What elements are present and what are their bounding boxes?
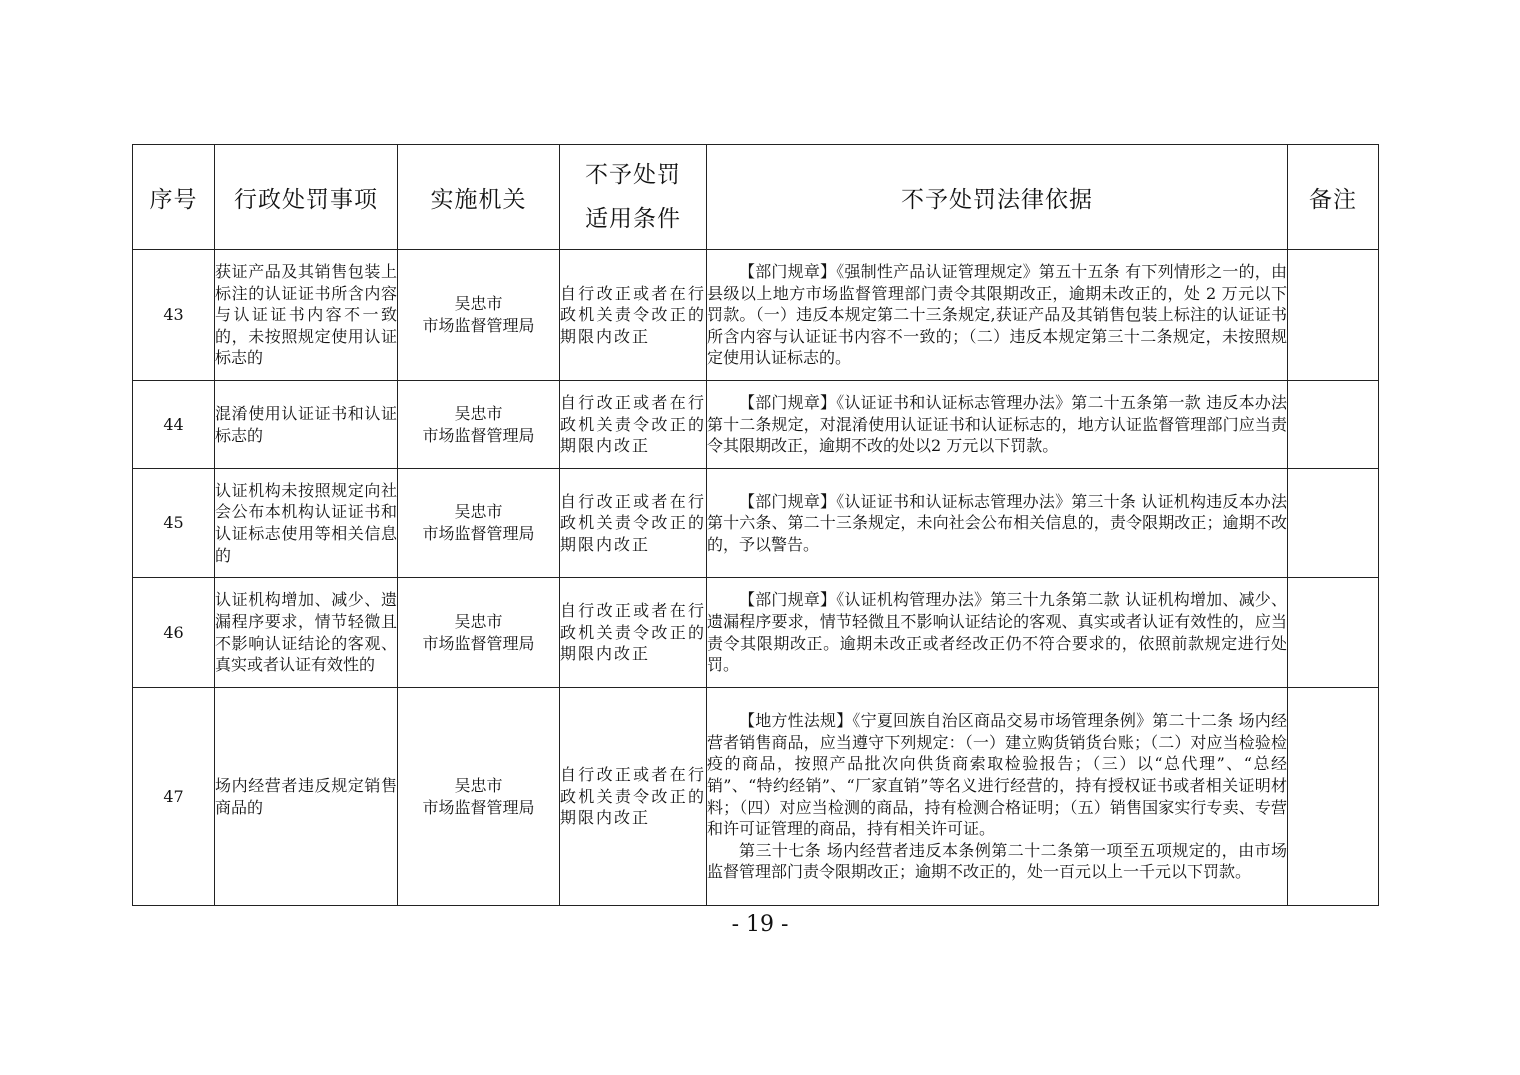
row-num: 44 bbox=[133, 381, 215, 469]
agency-city: 吴忠市 bbox=[454, 403, 503, 423]
row-condition: 自行改正或者在行政机关责令改正的期限内改正 bbox=[560, 578, 707, 688]
table-row bbox=[133, 469, 1379, 578]
row-item: 获证产品及其销售包装上标注的认证证书所含内容与认证证书内容不一致的，未按照规定使用认证标志的 bbox=[215, 250, 398, 381]
header-condition-line1: 不予处罚 bbox=[585, 162, 681, 188]
header-condition-line2: 适用条件 bbox=[585, 206, 681, 232]
agency-bureau: 市场监督管理局 bbox=[422, 316, 535, 335]
agency-city: 吴忠市 bbox=[454, 775, 503, 795]
row-num: 46 bbox=[133, 578, 215, 688]
page-number: - 19 - bbox=[731, 912, 789, 937]
row-note bbox=[1288, 578, 1379, 688]
agency-city: 吴忠市 bbox=[454, 502, 503, 522]
row-basis bbox=[707, 578, 1288, 688]
row-agency bbox=[398, 469, 560, 578]
penalty-table bbox=[132, 144, 1379, 906]
header-note: 备注 bbox=[1288, 145, 1379, 250]
table-row bbox=[133, 381, 1379, 469]
row-agency bbox=[398, 381, 560, 469]
header-item: 行政处罚事项 bbox=[215, 145, 398, 250]
row-condition: 自行改正或者在行政机关责令改正的期限内改正 bbox=[560, 250, 707, 381]
header-row bbox=[133, 145, 1379, 250]
basis-paragraph: 【地方性法规】《宁夏回族自治区商品交易市场管理条例》第二十二条 场内经营者销售商品，应当遵守下列规定：（一）建立购货销货台账；（二）对应当检验检疫的商品，按照产品批次向供货商索取检验报告；（三）以“总代理”、“总经销”、“特约经销”、“厂家直销”等名义进行经营的，持有授权证书或者相关证明材料；（四）对应当检测的商品，持有检测合格证明；（五）销售国家实行专卖、专营和许可证管理的商品，持有相关许可证。 bbox=[707, 711, 1287, 839]
agency-bureau: 市场监督管理局 bbox=[422, 633, 535, 653]
row-condition: 自行改正或者在行政机关责令改正的期限内改正 bbox=[560, 688, 707, 906]
row-condition: 自行改正或者在行政机关责令改正的期限内改正 bbox=[560, 469, 707, 578]
row-agency bbox=[398, 688, 560, 906]
row-note bbox=[1288, 381, 1379, 469]
row-basis bbox=[707, 381, 1288, 469]
header-agency: 实施机关 bbox=[398, 145, 560, 250]
agency-bureau: 市场监督管理局 bbox=[422, 524, 535, 543]
row-agency bbox=[398, 250, 560, 381]
agency-bureau: 市场监督管理局 bbox=[422, 425, 535, 445]
header-basis: 不予处罚法律依据 bbox=[707, 145, 1288, 250]
row-item: 认证机构增加、减少、遗漏程序要求，情节轻微且不影响认证结论的客观、真实或者认证有效性的 bbox=[215, 578, 398, 688]
basis-paragraph: 【部门规章】《认证机构管理办法》第三十九条第二款 认证机构增加、减少、遗漏程序要求，情节轻微且不影响认证结论的客观、真实或者认证有效性的，应当责令其限期改正。逾期未改正或者经改正仍不符合要求的，依照前款规定进行处罚。 bbox=[707, 590, 1287, 675]
header-condition bbox=[560, 145, 707, 250]
basis-paragraph: 【部门规章】《认证证书和认证标志管理办法》第三十条 认证机构违反本办法第十六条、第二十三条规定，未向社会公布相关信息的，责令限期改正；逾期不改的，予以警告。 bbox=[707, 491, 1287, 554]
table-row bbox=[133, 250, 1379, 381]
row-condition: 自行改正或者在行政机关责令改正的期限内改正 bbox=[560, 381, 707, 469]
row-item: 场内经营者违反规定销售商品的 bbox=[215, 688, 398, 906]
agency-bureau: 市场监督管理局 bbox=[422, 797, 535, 817]
basis-paragraph: 【部门规章】《强制性产品认证管理规定》第五十五条 有下列情形之一的，由县级以上地方市场监督管理部门责令其限期改正，逾期未改正的，处 2 万元以下罚款。（一）违反本规定第二十三条规定,获证产品及其销售包装上标注的认证证书所含内容与认证证书内容不一致的；（二）违反本规定第三十二条规定，未按照规定使用认证标志的。 bbox=[707, 262, 1287, 368]
basis-paragraph: 【部门规章】《认证证书和认证标志管理办法》第二十五条第一款 违反本办法第十二条规定，对混淆使用认证证书和认证标志的，地方认证监督管理部门应当责令其限期改正，逾期不改的处以2 万元以下罚款。 bbox=[707, 393, 1287, 456]
row-note bbox=[1288, 469, 1379, 578]
agency-city: 吴忠市 bbox=[454, 294, 503, 314]
table-row bbox=[133, 688, 1379, 906]
agency-city: 吴忠市 bbox=[454, 611, 503, 631]
row-num: 45 bbox=[133, 469, 215, 578]
row-note bbox=[1288, 688, 1379, 906]
row-num: 43 bbox=[133, 250, 215, 381]
row-note bbox=[1288, 250, 1379, 381]
row-agency bbox=[398, 578, 560, 688]
row-item: 认证机构未按照规定向社会公布本机构认证证书和认证标志使用等相关信息的 bbox=[215, 469, 398, 578]
row-num: 47 bbox=[133, 688, 215, 906]
row-basis bbox=[707, 688, 1288, 906]
header-num: 序号 bbox=[133, 145, 215, 250]
row-basis bbox=[707, 469, 1288, 578]
row-item: 混淆使用认证证书和认证标志的 bbox=[215, 381, 398, 469]
table-row bbox=[133, 578, 1379, 688]
basis-paragraph: 第三十七条 场内经营者违反本条例第二十二条第一项至五项规定的，由市场监督管理部门责令限期改正；逾期不改正的，处一百元以上一千元以下罚款。 bbox=[707, 840, 1287, 882]
row-basis bbox=[707, 250, 1288, 381]
